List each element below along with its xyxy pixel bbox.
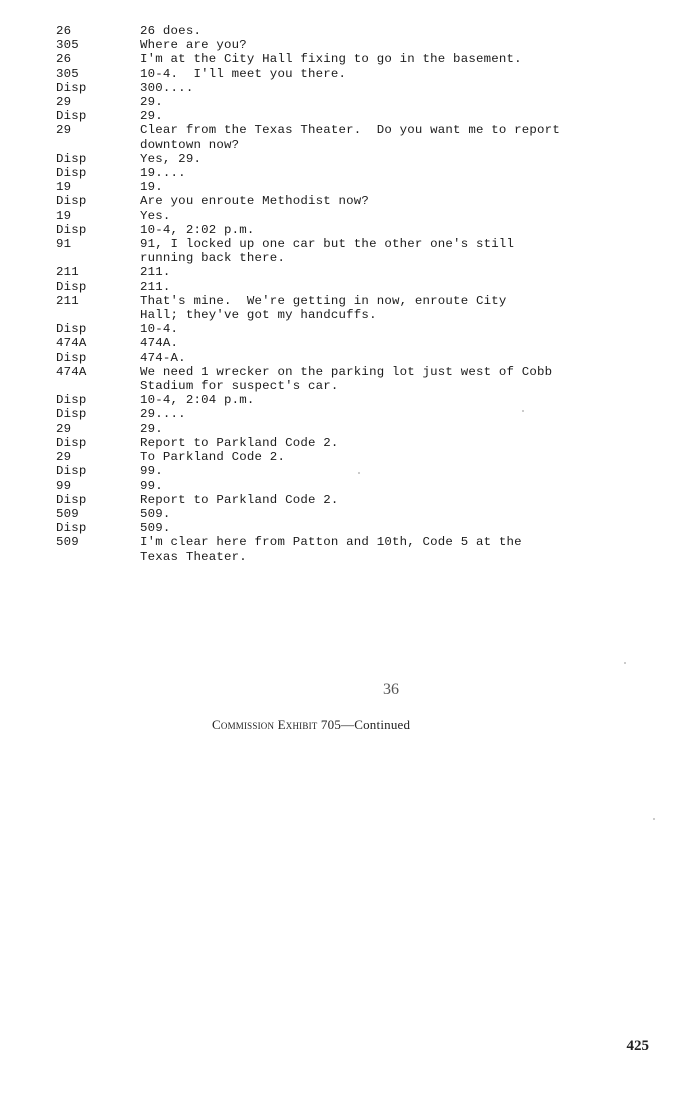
speaker-id: Disp <box>56 322 87 337</box>
message-text: I'm clear here from Patton and 10th, Code 5 at the Texas Theater. <box>140 535 522 564</box>
speaker-id: 29 <box>56 123 72 138</box>
message-text: Yes. <box>140 208 171 223</box>
speaker-id: 305 <box>56 66 79 81</box>
transcript-row <box>56 507 626 521</box>
message-text: 91, I locked up one car but the other one's still running back there. <box>140 237 515 266</box>
transcript-row <box>56 166 626 180</box>
transcript-row <box>56 436 626 450</box>
transcript-row <box>56 52 626 66</box>
message-text: 211. <box>140 279 171 294</box>
message-text: To Parkland Code 2. <box>140 450 286 465</box>
message-text: 509. <box>140 506 171 521</box>
transcript-row <box>56 336 626 350</box>
exhibit-caption <box>212 717 410 733</box>
transcript-row <box>56 322 626 336</box>
speaker-id: 211 <box>56 265 79 280</box>
message-text: 29. <box>140 421 163 436</box>
speaker-id: Disp <box>56 166 87 181</box>
message-text: 509. <box>140 521 171 536</box>
transcript-row <box>56 265 626 279</box>
message-text: 26 does. <box>140 24 202 38</box>
scan-speck <box>522 410 524 412</box>
speaker-id: Disp <box>56 194 87 209</box>
message-text: Clear from the Texas Theater. Do you want me to report downtown now? <box>140 123 560 152</box>
speaker-id: 26 <box>56 24 72 38</box>
scan-speck <box>653 818 655 820</box>
transcript-row <box>56 24 626 38</box>
transcript-row <box>56 123 626 151</box>
message-text: 29.... <box>140 407 186 422</box>
scan-speck <box>358 472 360 474</box>
message-text: Report to Parkland Code 2. <box>140 435 339 450</box>
transcript-row <box>56 280 626 294</box>
speaker-id: Disp <box>56 151 87 166</box>
message-text: 10-4, 2:02 p.m. <box>140 222 255 237</box>
caption-number: 705 <box>320 717 342 732</box>
transcript-row <box>56 407 626 421</box>
transcript-row <box>56 109 626 123</box>
speaker-id: 29 <box>56 95 72 110</box>
message-text: 10-4, 2:04 p.m. <box>140 393 255 408</box>
speaker-id: Disp <box>56 222 87 237</box>
message-text: Are you enroute Methodist now? <box>140 194 370 209</box>
message-text: 19. <box>140 180 163 195</box>
transcript-row <box>56 67 626 81</box>
speaker-id: Disp <box>56 279 87 294</box>
transcript-row <box>56 237 626 265</box>
transcript-row <box>56 81 626 95</box>
transcript-row <box>56 194 626 208</box>
transcript-row <box>56 38 626 52</box>
transcript-row <box>56 535 626 563</box>
speaker-id: Disp <box>56 435 87 450</box>
transcript-row <box>56 422 626 436</box>
speaker-id: Disp <box>56 109 87 124</box>
message-text: Report to Parkland Code 2. <box>140 492 339 507</box>
transcript-row <box>56 493 626 507</box>
speaker-id: Disp <box>56 492 87 507</box>
message-text: That's mine. We're getting in now, enroute City Hall; they've got my handcuffs. <box>140 293 507 323</box>
caption-label: Commission Exhibit <box>212 717 318 732</box>
message-text: 474A. <box>140 336 179 351</box>
speaker-id: 99 <box>56 478 72 493</box>
speaker-id: Disp <box>56 407 87 422</box>
speaker-id: 29 <box>56 421 72 436</box>
radio-transcript <box>56 24 626 564</box>
speaker-id: 26 <box>56 52 72 67</box>
transcript-row <box>56 209 626 223</box>
message-text: 99. <box>140 478 163 493</box>
speaker-id: Disp <box>56 80 87 95</box>
transcript-row <box>56 180 626 194</box>
transcript-row <box>56 223 626 237</box>
speaker-id: 211 <box>56 293 79 308</box>
transcript-row <box>56 450 626 464</box>
speaker-id: 305 <box>56 38 79 53</box>
transcript-row <box>56 95 626 109</box>
speaker-id: 509 <box>56 535 79 550</box>
message-text: Yes, 29. <box>140 151 202 166</box>
message-text: We need 1 wrecker on the parking lot just west of Cobb Stadium for suspect's car. <box>140 364 553 394</box>
message-text: 300.... <box>140 80 194 95</box>
transcript-row <box>56 521 626 535</box>
transcript-row <box>56 351 626 365</box>
speaker-id: Disp <box>56 350 87 365</box>
message-text: 211. <box>140 265 171 280</box>
speaker-id: 91 <box>56 237 72 252</box>
speaker-id: Disp <box>56 393 87 408</box>
speaker-id: 474A <box>56 336 87 351</box>
speaker-id: 19 <box>56 180 72 195</box>
handwritten-page-mark: 36 <box>383 681 399 698</box>
speaker-id: 509 <box>56 506 79 521</box>
message-text: 29. <box>140 95 163 110</box>
transcript-row <box>56 464 626 478</box>
message-text: I'm at the City Hall fixing to go in the basement. <box>140 52 522 67</box>
speaker-id: 19 <box>56 208 72 223</box>
transcript-row <box>56 393 626 407</box>
scan-speck <box>624 662 626 664</box>
message-text: Where are you? <box>140 38 247 53</box>
message-text: 99. <box>140 464 163 479</box>
message-text: 474-A. <box>140 350 186 365</box>
speaker-id: 29 <box>56 450 72 465</box>
caption-suffix: —Continued <box>341 717 411 732</box>
message-text: 10-4. I'll meet you there. <box>140 66 347 81</box>
speaker-id: Disp <box>56 521 87 536</box>
message-text: 10-4. <box>140 322 179 337</box>
transcript-row <box>56 294 626 322</box>
message-text: 19.... <box>140 166 186 181</box>
transcript-row <box>56 479 626 493</box>
page-number: 425 <box>626 1038 649 1054</box>
transcript-row <box>56 365 626 393</box>
speaker-id: Disp <box>56 464 87 479</box>
speaker-id: 474A <box>56 364 87 379</box>
transcript-row <box>56 152 626 166</box>
message-text: 29. <box>140 109 163 124</box>
